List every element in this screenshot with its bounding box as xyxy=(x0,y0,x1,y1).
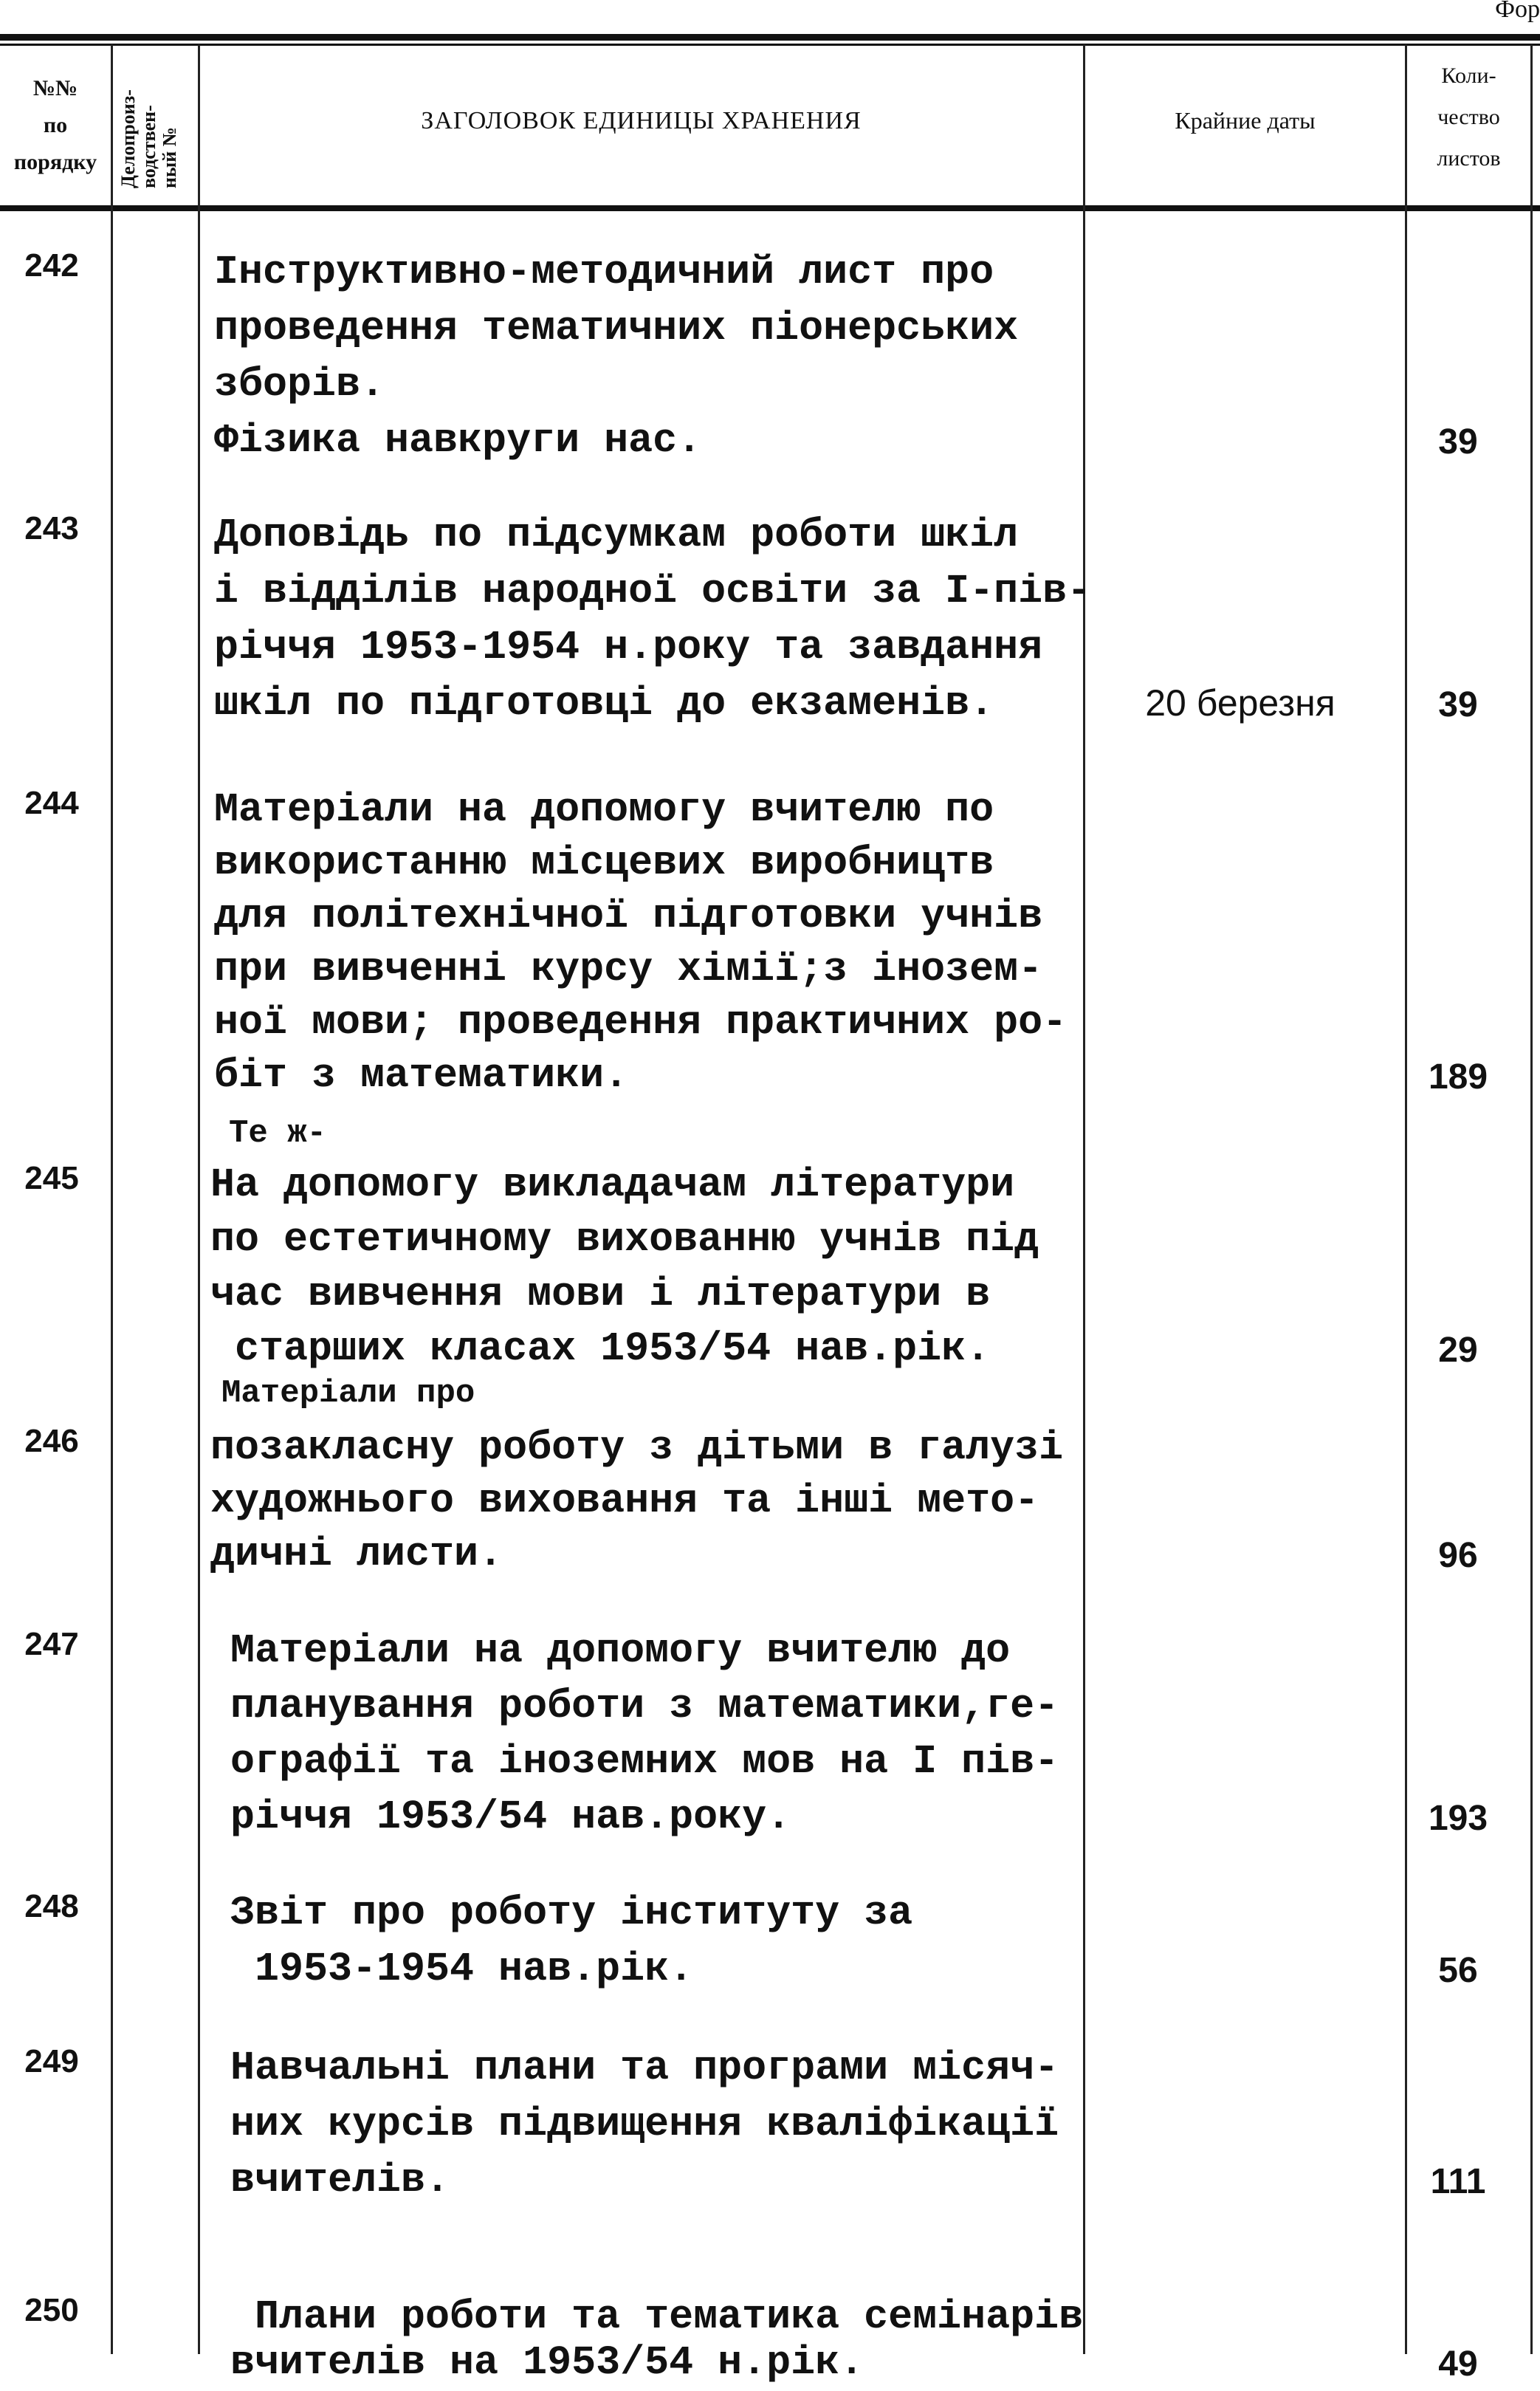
row-number: 243 xyxy=(24,510,79,546)
title-line: при вивченні курсу хімії;з інозем- xyxy=(214,946,1043,992)
title-line: вчителів. xyxy=(230,2157,450,2203)
header-office-line: Делопроиз- xyxy=(117,89,139,188)
header-title: ЗАГОЛОВОК ЕДИНИЦЫ ХРАНЕНИЯ xyxy=(421,107,862,134)
title-line: використанню місцевих виробництв xyxy=(214,840,994,886)
row-number: 250 xyxy=(24,2292,79,2328)
header-office-line: водствен- xyxy=(138,105,159,188)
title-line: вчителів на 1953/54 н.рік. xyxy=(230,2339,864,2386)
column-divider xyxy=(1405,44,1407,2354)
title-line: проведення тематичних піонерських xyxy=(214,305,1019,351)
row-number: 246 xyxy=(24,1423,79,1459)
title-line: зборів. xyxy=(214,361,385,408)
title-line: них курсів підвищення кваліфікації xyxy=(230,2101,1059,2147)
title-line: Звіт про роботу інституту за xyxy=(230,1890,913,1936)
title-line: для політехнічної підготовки учнів xyxy=(214,893,1043,939)
header-office-line: ный № xyxy=(159,127,180,188)
header-sheets-line: листов xyxy=(1437,146,1501,171)
title-line: річчя 1953-1954 н.року та завдання xyxy=(214,624,1043,670)
title-line: річчя 1953/54 нав.року. xyxy=(230,1794,791,1840)
column-divider xyxy=(1530,44,1533,2354)
sheet-count: 29 xyxy=(1438,1331,1478,1370)
header-sheets-line: чество xyxy=(1437,105,1500,129)
title-line: Матеріали на допомогу вчителю до xyxy=(230,1627,1011,1674)
header-number-line: порядку xyxy=(13,150,97,174)
title-line: Фізика навкруги нас. xyxy=(214,417,702,464)
entry-prefix-note: Те ж- xyxy=(229,1115,327,1152)
corner-label: Фор xyxy=(1495,0,1540,23)
title-line: ної мови; проведення практичних ро- xyxy=(214,999,1068,1046)
extreme-dates: 20 березня xyxy=(1145,682,1336,724)
row-number: 242 xyxy=(24,247,79,284)
sheet-count: 96 xyxy=(1438,1536,1478,1575)
header-number-line: №№ xyxy=(32,76,78,100)
column-divider xyxy=(198,44,200,2354)
title-line: 1953-1954 нав.рік. xyxy=(230,1946,694,1992)
header-number xyxy=(0,70,111,181)
title-line: час вивчення мови і літератури в xyxy=(210,1271,991,1317)
row-number: 244 xyxy=(24,785,79,821)
title-line: Доповідь по підсумкам роботи шкіл xyxy=(214,512,1019,558)
title-line: по естетичному вихованню учнів під xyxy=(210,1216,1039,1263)
title-line: Плани роботи та тематика семінарів xyxy=(230,2294,1084,2340)
title-line: ографії та іноземних мов на І пів- xyxy=(230,1738,1059,1785)
column-divider xyxy=(111,44,113,2354)
title-line: Навчальні плани та програми місяч- xyxy=(230,2045,1059,2091)
sheet-count: 193 xyxy=(1428,1799,1488,1838)
sheet-count: 111 xyxy=(1430,2162,1486,2201)
sheet-count: 56 xyxy=(1438,1951,1478,1990)
header-sheets-line: Коли- xyxy=(1441,64,1496,88)
title-line: Матеріали на допомогу вчителю по xyxy=(214,786,994,833)
header-top-rule-thin xyxy=(0,44,1540,46)
header-dates: Крайние даты xyxy=(1175,107,1316,134)
header-office-number xyxy=(118,33,180,188)
column-divider xyxy=(1083,44,1085,2354)
header-sheets xyxy=(1407,55,1530,179)
title-line: шкіл по підготовці до екзаменів. xyxy=(214,680,994,727)
title-line: художнього виховання та інші мето- xyxy=(210,1478,1039,1524)
title-line: біт з математики. xyxy=(214,1052,629,1099)
title-line: старших класах 1953/54 нав.рік. xyxy=(210,1325,991,1372)
entry-prefix-note: Матеріали про xyxy=(221,1375,475,1412)
row-number: 249 xyxy=(24,2043,79,2079)
sheet-count: 49 xyxy=(1438,2344,1478,2384)
row-number: 247 xyxy=(24,1626,79,1662)
header-bottom-rule xyxy=(0,205,1540,211)
sheet-count: 39 xyxy=(1438,685,1478,724)
title-line: планування роботи з математики,ге- xyxy=(230,1683,1059,1729)
row-number: 248 xyxy=(24,1888,79,1924)
row-number: 245 xyxy=(24,1160,79,1196)
title-line: Інструктивно-методичний лист про xyxy=(214,249,994,295)
title-line: На допомогу викладачам літератури xyxy=(210,1162,1015,1208)
sheet-count: 39 xyxy=(1438,422,1478,462)
header-top-rule xyxy=(0,34,1540,41)
header-number-line: по xyxy=(43,113,68,137)
title-line: дичні листи. xyxy=(210,1531,503,1577)
title-line: і відділів народної освіти за І-пів- xyxy=(214,568,1092,614)
title-line: позакласну роботу з дітьми в галузі xyxy=(210,1424,1064,1471)
sheet-count: 189 xyxy=(1428,1057,1488,1097)
